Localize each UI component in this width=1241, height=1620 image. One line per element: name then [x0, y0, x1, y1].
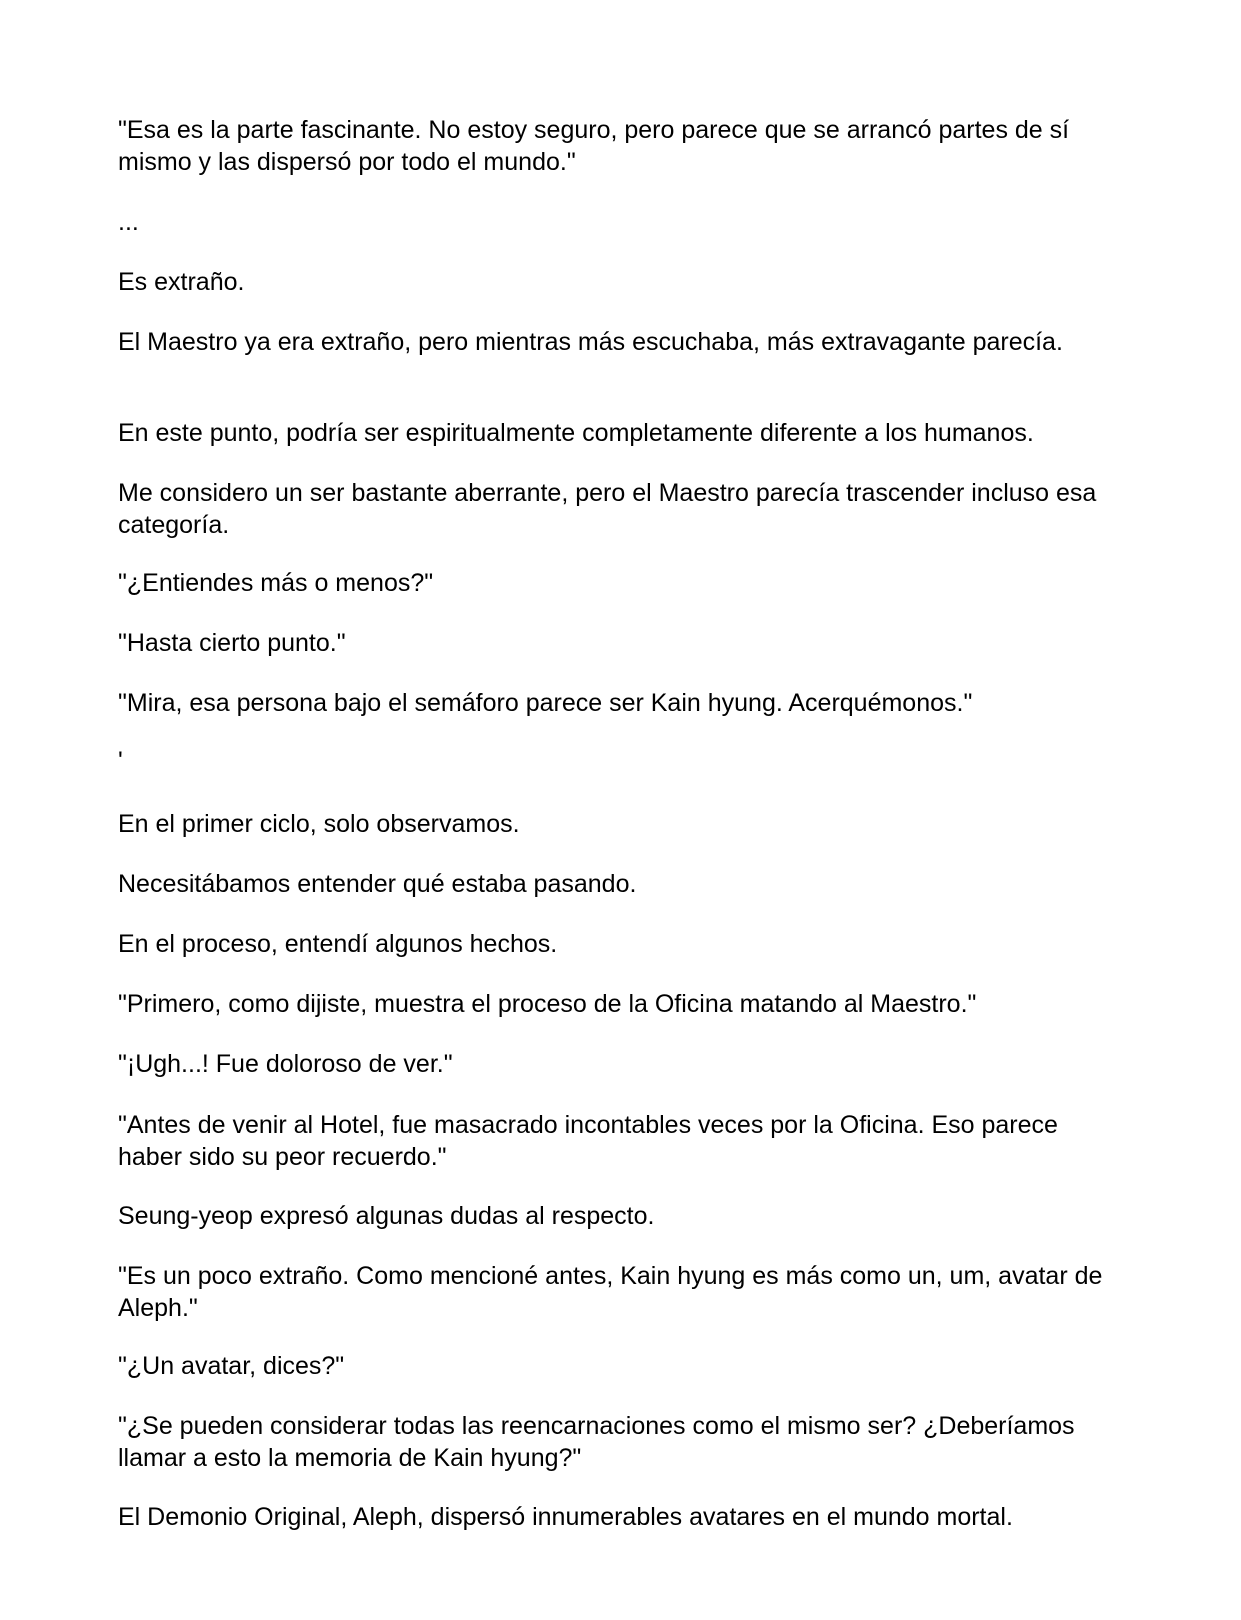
paragraph: "¿Se pueden considerar todas las reencarnaciones como el mismo ser? ¿Deberíamos llamar a esto la memoria de Kain hyung?" — [118, 1412, 1075, 1472]
paragraph: En este punto, podría ser espiritualmente completamente diferente a los humanos. — [118, 419, 1034, 447]
paragraph: Seung-yeop expresó algunas dudas al respecto. — [118, 1202, 655, 1230]
paragraph: "Es un poco extraño. Como mencioné antes, Kain hyung es más como un, um, avatar de Aleph." — [118, 1262, 1103, 1322]
paragraph: Necesitábamos entender qué estaba pasando. — [118, 870, 637, 898]
paragraph: "Mira, esa persona bajo el semáforo parece ser Kain hyung. Acerquémonos." — [118, 689, 973, 717]
paragraph: Es extraño. — [118, 268, 245, 296]
paragraph: "Antes de venir al Hotel, fue masacrado incontables veces por la Oficina. Eso parece haber sido su peor recuerdo." — [118, 1111, 1058, 1171]
paragraph: "Esa es la parte fascinante. No estoy seguro, pero parece que se arrancó partes de sí mismo y las dispersó por todo el mundo." — [118, 116, 1070, 176]
paragraph: ' — [118, 747, 123, 775]
paragraph: "¿Un avatar, dices?" — [118, 1352, 345, 1380]
paragraph: "¡Ugh...! Fue doloroso de ver." — [118, 1050, 453, 1078]
paragraph: El Maestro ya era extraño, pero mientras más escuchaba, más extravagante parecía. — [118, 328, 1063, 356]
paragraph: Me considero un ser bastante aberrante, pero el Maestro parecía trascender incluso esa categoría. — [118, 479, 1097, 539]
paragraph: ... — [118, 208, 139, 236]
paragraph: "Hasta cierto punto." — [118, 629, 346, 657]
paragraph: "¿Entiendes más o menos?" — [118, 569, 434, 597]
paragraph: En el proceso, entendí algunos hechos. — [118, 930, 558, 958]
paragraph: En el primer ciclo, solo observamos. — [118, 810, 520, 838]
paragraph: "Primero, como dijiste, muestra el proceso de la Oficina matando al Maestro." — [118, 990, 977, 1018]
paragraph: El Demonio Original, Aleph, dispersó innumerables avatares en el mundo mortal. — [118, 1503, 1013, 1531]
